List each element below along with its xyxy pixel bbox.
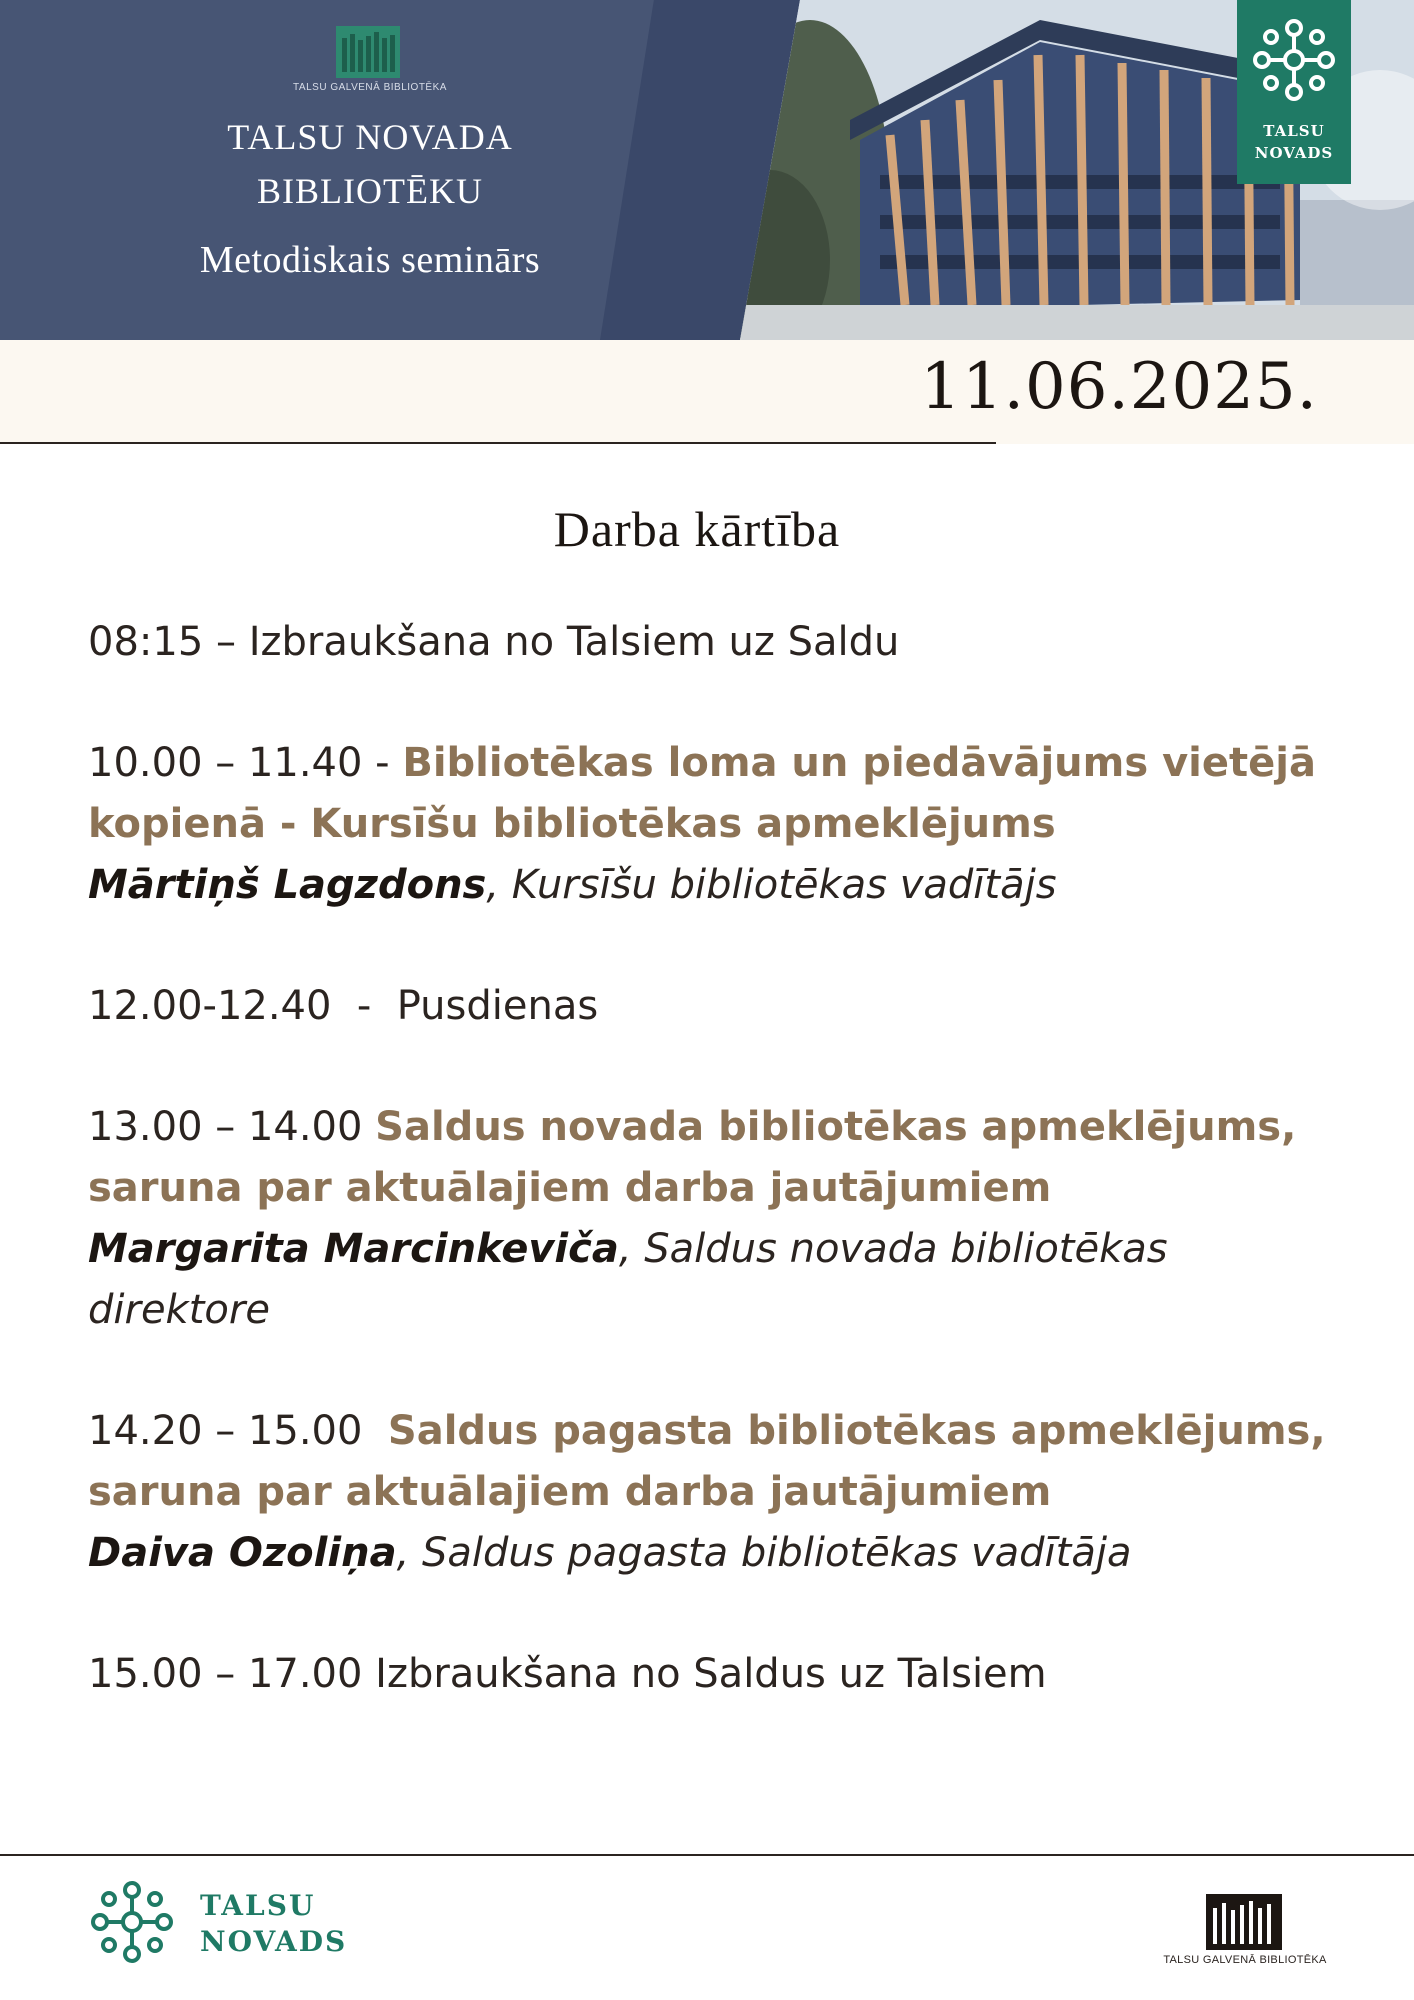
agenda-item-topic: Saldus pagasta bibliotēkas apmeklējums, saruna par aktuālajiem darba jautājumiem	[88, 1408, 1326, 1515]
agenda-item-time: 13.00 – 14.00	[88, 1104, 376, 1150]
agenda-heading: Darba kārtība	[553, 501, 841, 557]
talsu-novads-snowflake-icon	[86, 1876, 178, 1968]
agenda-item-text: 12.00-12.40 - Pusdienas	[88, 983, 599, 1029]
library-logo-caption: TALSU GALVENĀ BIBLIOTĒKA	[293, 82, 447, 93]
speaker-role: , Saldus pagasta bibliotēkas vadītāja	[396, 1530, 1132, 1576]
agenda-item-time: 14.20 – 15.00	[88, 1408, 388, 1454]
agenda-item	[88, 612, 1358, 673]
agenda-item-text: 15.00 – 17.00 Izbraukšana no Saldus uz Talsiem	[88, 1651, 1047, 1697]
seminar-subtitle: Metodiskais seminārs	[199, 239, 541, 281]
talsu-novads-snowflake-icon	[1248, 14, 1340, 106]
agenda-item-topic: Bibliotēkas loma un piedāvājums vietējā kopienā - Kursīšu bibliotēkas apmeklējums	[88, 740, 1316, 847]
agenda-item-text: 08:15 – Izbraukšana no Talsiem uz Saldu	[88, 619, 900, 665]
event-date: 11.06.2025.	[920, 350, 1318, 424]
talsu-novads-badge	[1237, 0, 1351, 184]
talsu-galvena-biblioteka-logo-icon	[336, 26, 400, 78]
speaker-role: , Kursīšu bibliotēkas vadītājs	[486, 862, 1057, 908]
footer-library-caption: TALSU GALVENĀ BIBLIOTĒKA	[1163, 1954, 1327, 1966]
footer-divider	[0, 1854, 1414, 1856]
speaker-role: , Saldus novada bibliotēkas direktore	[88, 1226, 1168, 1333]
agenda-item	[88, 1644, 1358, 1705]
footer-talsu-novads-text: TALSU NOVADS	[200, 1889, 348, 1958]
agenda-item	[88, 1097, 1358, 1341]
agenda-item	[88, 976, 1358, 1037]
agenda-item	[88, 733, 1358, 916]
speaker-name: Daiva Ozoliņa	[88, 1530, 397, 1576]
speaker-name: Margarita Marcinkeviča	[88, 1226, 619, 1272]
agenda-item-time: 10.00 – 11.40 -	[88, 740, 403, 786]
agenda-item	[88, 1401, 1358, 1584]
title-line-2: BIBLIOTĒKU	[257, 171, 483, 211]
title-line-1: TALSU NOVADA	[227, 117, 513, 157]
agenda-item-topic: Saldus novada bibliotēkas apmeklējums, saruna par aktuālajiem darba jautājumiem	[88, 1104, 1297, 1211]
agenda-list	[88, 612, 1358, 1765]
speaker-name: Mārtiņš Lagzdons	[88, 862, 487, 908]
header-banner	[0, 0, 1414, 340]
talsu-novads-badge-text: TALSU NOVADS	[1254, 122, 1334, 162]
date-divider	[0, 442, 996, 444]
talsu-galvena-biblioteka-logo-icon	[1206, 1894, 1282, 1950]
